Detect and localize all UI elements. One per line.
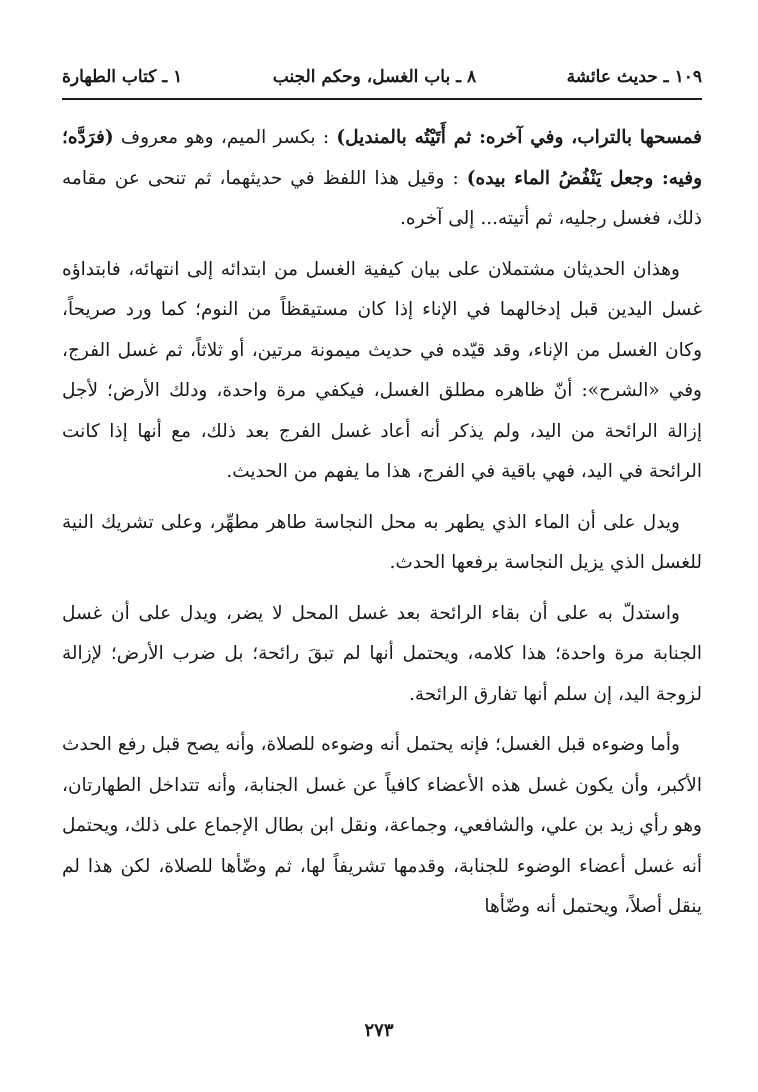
running-header [62,58,702,96]
paragraph-2: وهذان الحديثان مشتملان على بيان كيفية الغسل من ابتدائه إلى انتهائه، فابتداؤه غسل اليدين قبل إدخالهما في الإناء إذا كان مستيقظاً من النوم؛ كما ورد صريحاً، وكان الغسل من الإناء، وقد قيّده في حديث ميمونة مرتين، أو ثلاثاً، ثم غسل الفرج، وفي «الشرح»: أنّ ظاهره مطلق الغسل، فيكفي مرة واحدة، ودلك الأرض؛ لأجل إزالة الرائحة من اليد، ولم يذكر أنه أعاد غسل الفرج بعد ذلك، مع أنها إذا كانت الرائحة في اليد، فهي باقية في الفرج، هذا ما يفهم من الحديث. [62,258,702,482]
header-chapter-title: ٨ ـ باب الغسل، وحكم الجنب [272,67,477,87]
commentary-1: : بكسر الميم، وهو معروف [120,127,330,148]
bold-quote-1: فمسحها بالتراب، وفي آخره: ثم أَتَيْتُه بالمنديل) [336,127,703,148]
commentary-2: : وقيل هذا اللفظ في حديثهما، ثم تنحى عن مقامه ذلك، فغسل رجليه، ثم أتيته... إلى آخره. [62,167,702,229]
header-hadith-title: ١٠٩ ـ حديث عائشة [566,67,702,87]
header-divider [62,98,702,100]
header-book-title: ١ ـ كتاب الطهارة [62,67,183,87]
page-number: ٢٧٣ [364,1020,394,1041]
bold-quote-2: (فرَدَّه؛ وفيه: وجعل يَنْفُضُ الماء بيده) [62,127,703,189]
paragraph-5: وأما وضوءه قبل الغسل؛ فإنه يحتمل أنه وضوءه للصلاة، وأنه يصح قبل رفع الحدث الأكبر، وأن يكون غسل هذه الأعضاء كافياً عن غسل الجنابة، وأنه تتداخل الطهارتان، وهو رأي زيد بن علي، والشافعي، وجماعة، ونقل ابن بطال الإجماع على ذلك، ويحتمل أنه غسل أعضاء الوضوء للجنابة، وقدمها تشريفاً لها، ثم وضّأها للصلاة، لكن هذا لم ينقل أصلاً، ويحتمل أنه وضّأها [62,734,702,917]
paragraph-4: واستدلّ به على أن بقاء الرائحة بعد غسل المحل لا يضر، ويدل على أن غسل الجنابة مرة واحدة؛ هذا كلامه، ويحتمل أنها لم تبقَ رائحة؛ بل ضرب الأرض؛ لإزالة لزوجة اليد، إن سلم أنها تفارق الرائحة. [62,602,702,705]
paragraph-3: ويدل على أن الماء الذي يطهر به محل النجاسة طاهر مطهِّر، وعلى تشريك النية للغسل الذي يزيل النجاسة برفعها الحدث. [62,511,702,573]
page-body [62,118,702,938]
paragraph-1 [62,118,702,240]
